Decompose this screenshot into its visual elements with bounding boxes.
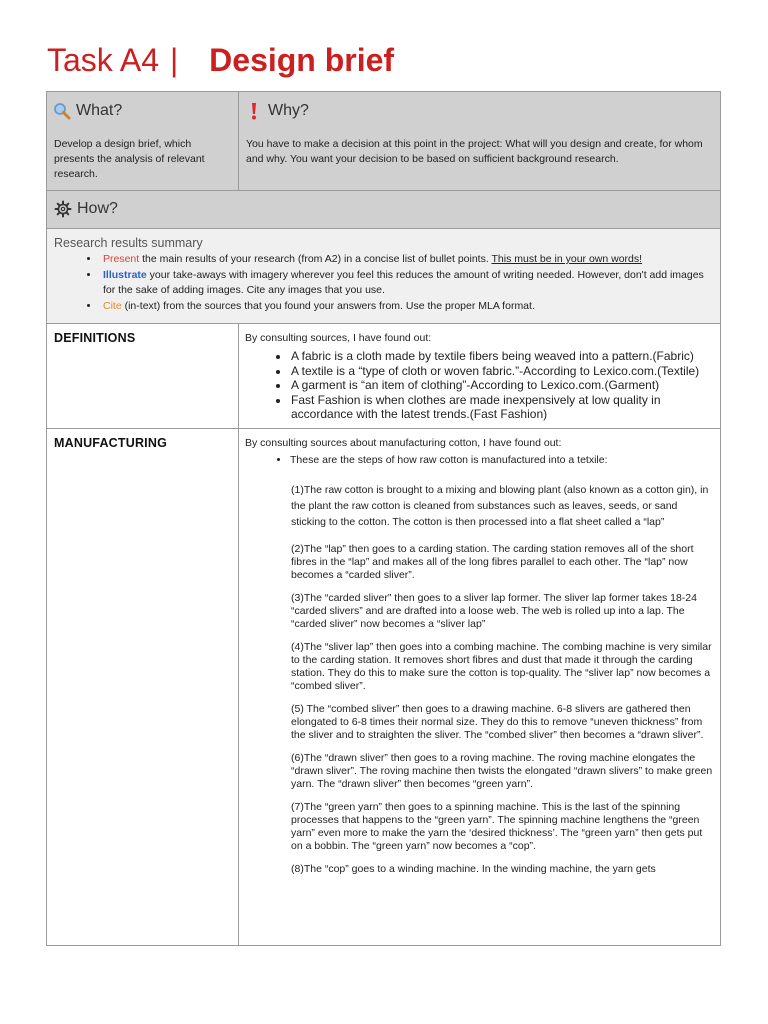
design-brief-table (46, 91, 721, 946)
step-8: (8)The “cop” goes to a winding machine. In the winding machine, the yarn gets (291, 862, 656, 875)
summary-cell (47, 229, 721, 324)
what-body: Develop a design brief, which presents the analysis of relevant research. (54, 138, 205, 180)
manufacturing-row (47, 428, 721, 945)
manufacturing-intro: By consulting sources about manufacturing cotton, I have found out: (245, 436, 562, 449)
definitions-content-cell (239, 324, 721, 429)
why-cell (239, 92, 721, 191)
manufacturing-label-cell (47, 428, 239, 945)
how-row (47, 191, 721, 229)
definitions-label: DEFINITIONS (54, 331, 136, 345)
step-6: (6)The “drawn sliver” then goes to a roving machine. The roving machine elongates the “drawn sliver”. The roving machine then twists the elongated “drawn slivers” to make green yarn. The “drawn sliver” then becomes “green yarn”. (291, 751, 713, 790)
definitions-label-cell (47, 324, 239, 429)
present-text: the main results of your research (from A2) in a concise list of bullet points. (139, 253, 492, 265)
title-separator: | (169, 42, 179, 78)
summary-title: Research results summary (54, 236, 203, 250)
cite-keyword: Cite (103, 299, 122, 312)
step-1: (1)The raw cotton is brought to a mixing and blowing plant (also known as a cotton gin), in the plant the raw cotton is cleaned from substances such as leaves, seeds, or sand sticking to the cotton. The cotton is then processed into a flat sheet called a “lap” (291, 483, 709, 528)
what-cell (47, 92, 239, 191)
summary-row (47, 229, 721, 324)
exclamation-icon (245, 102, 263, 120)
summary-list (47, 252, 720, 323)
title-task: Task A4 (47, 42, 160, 78)
manufacturing-content-cell (239, 428, 721, 945)
illustrate-keyword: Illustrate (103, 268, 147, 281)
step-2: (2)The “lap” then goes to a carding station. The carding station removes all of the short fibres in the “lap” and makes all of the long fibres parallel to each other. The “lap” now becomes a “carded sliver”. (291, 542, 694, 581)
summary-bullet-present (100, 252, 712, 268)
what-why-row (47, 92, 721, 191)
list-item: • Fast Fashion is when clothes are made inexpensively at low quality in accordance with the latest trends.(Fast Fashion) (290, 393, 713, 422)
manufacturing-label: MANUFACTURING (54, 435, 168, 450)
manufacturing-list (245, 453, 713, 467)
title-heading: Design brief (209, 42, 395, 78)
definitions-intro: By consulting sources, I have found out: (245, 332, 432, 344)
page-title (47, 42, 394, 79)
why-heading: Why? (268, 101, 309, 119)
manufacturing-bullet: • These are the steps of how raw cotton is manufactured into a tetxile: (290, 453, 713, 467)
why-body: You have to make a decision at this point in the project: What will you design and create, for whom and why. You want your decision to be based on sufficient background research. (246, 138, 703, 165)
list-item: • A garment is “an item of clothing”-According to Lexico.com.(Garment) (290, 378, 713, 393)
summary-bullet-cite (100, 299, 712, 315)
present-keyword: Present (103, 253, 140, 265)
list-item: • A fabric is a cloth made by textile fibers being weaved into a pattern.(Fabric) (290, 349, 713, 364)
step-5: (5) The “combed sliver” then goes to a drawing machine. 6-8 slivers are gathered then elongated to 6-8 times their normal size. They do this to remove “uneven thickness” from the sliver and to straighten the sliver. The “combed sliver” then becomes a “drawn sliver”. (291, 702, 704, 741)
definitions-list (245, 349, 713, 422)
step-7: (7)The “green yarn” then goes to a spinning machine. This is the last of the spinning processes that happens to the “green yarn”. The spinning machine lengthens the “green yarn” even more to make the yarn the ‘desired thickness’. The “green yarn” then gets put on a bobbin. The “green yarn” now becomes a “cop”. (291, 800, 703, 852)
own-words-note: This must be in your own words! (491, 253, 643, 265)
definitions-row (47, 324, 721, 429)
illustrate-text: your take-aways with imagery wherever you feel this reduces the amount of writing needed. However, don't add images for the sake of adding images. Cite any images that you use. (103, 268, 704, 296)
step-3: (3)The “carded sliver” then goes to a sliver lap former. The sliver lap former takes 18-24 “carded slivers” and are drafted into a loose web. The web is rolled up into a lap. The “carded sliver” now becomes a “sliver lap” (291, 591, 697, 630)
summary-bullet-illustrate (100, 268, 712, 299)
gear-icon (54, 200, 72, 218)
how-cell (47, 191, 721, 229)
magnifier-icon (53, 102, 71, 120)
step-4: (4)The “sliver lap” then goes into a combing machine. The combing machine is very similar to the carding station. It removes short fibres and dust that made it through the carding station. They do this to make sure the cotton is top-quality. The “sliver lap” now becomes a “combed sliver”. (291, 640, 712, 692)
list-item: • A textile is a “type of cloth or woven fabric.”-According to Lexico.com.(Textile) (290, 364, 713, 379)
cite-text: (in-text) from the sources that you found your answers from. Use the proper MLA format. (121, 299, 535, 312)
what-heading: What? (76, 101, 123, 119)
how-heading: How? (77, 200, 118, 217)
